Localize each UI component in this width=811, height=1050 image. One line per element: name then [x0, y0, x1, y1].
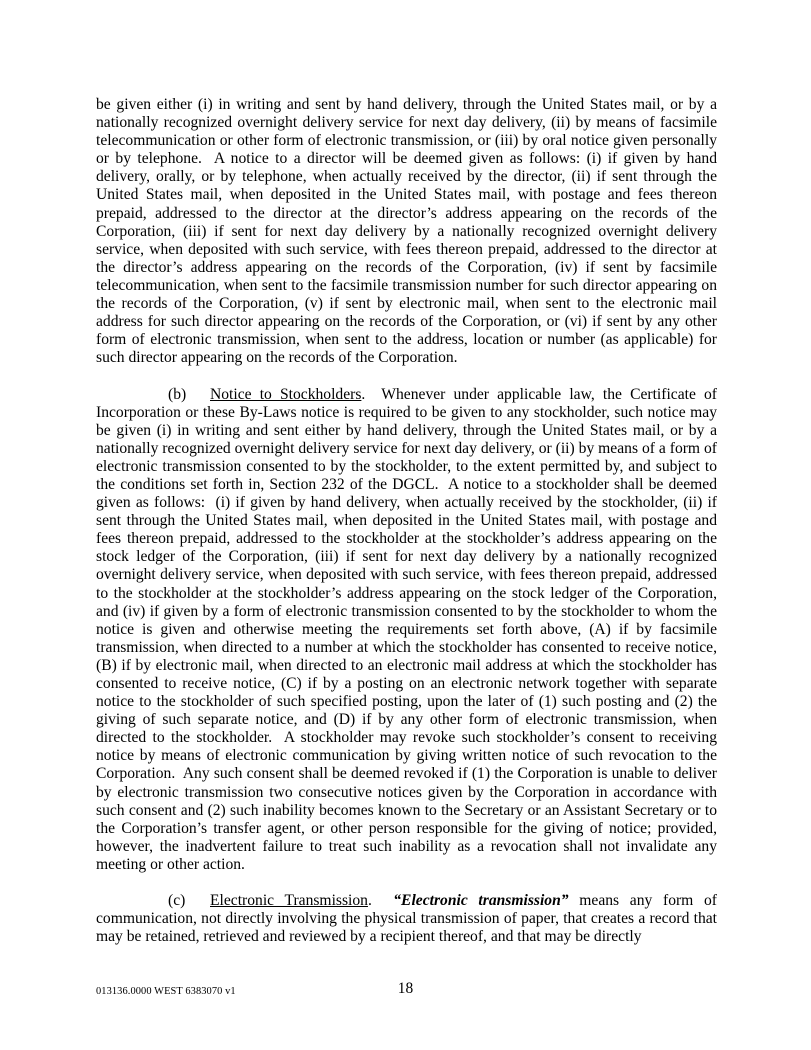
text-segment-bold-italic: “Electronic transmission”	[393, 892, 569, 910]
paragraph-notice-to-directors-continuation	[96, 96, 717, 367]
text-segment-normal: means any form of communication, not directly involving the physical transmission of paper, that creates a record that may be retained, retrieved and reviewed by a recipient thereof, and that may be directly	[96, 892, 717, 946]
paragraph-label: (c)	[168, 892, 186, 910]
text-segment-normal: be given either (i) in writing and sent by hand delivery, through the United States mail, or by a nationally recognized overnight delivery service for next day delivery, (ii) by means of facsimile telecommunication or other form of electronic transmission, or (iii) by oral notice given personally or by telephone. A notice to a director will be deemed given as follows: (i) if given by hand delivery, orally, or by telephone, when actually received by the director, (ii) if sent through the United States mail, when deposited in the United States mail, with postage and fees thereon prepaid, addressed to the director at the director’s address appearing on the records of the Corporation, (iii) if sent for next day delivery by a nationally recognized overnight delivery service, when deposited with such service, with fees thereon prepaid, addressed to the director at the director’s address appearing on the records of the Corporation, (iv) if sent by facsimile telecommunication, when sent to the facsimile transmission number for such director appearing on the records of the Corporation, (v) if sent by electronic mail, when sent to the electronic mail address for such director appearing on the records of the Corporation, or (vi) if sent by any other form of electronic transmission, when sent to the address, location or number (as applicable) for such director appearing on the records of the Corporation.	[96, 96, 717, 367]
text-segment-underline: Notice to Stockholders	[210, 385, 362, 403]
footer-page-number: 18	[397, 980, 414, 997]
paragraph-label: (b)	[168, 385, 187, 403]
document-body	[96, 96, 717, 965]
text-segment-normal: .	[367, 892, 394, 910]
text-segment-normal: . Whenever under applicable law, the Certificate of Incorporation or these By-Laws notice is required to be given to any stockholder, such notice may be given (i) in writing and sent either by hand delivery, through the United States mail, or by a nationally recognized overnight delivery service for next day delivery, or (ii) by means of a form of electronic transmission consented to by the stockholder, to the extent permitted by, and subject to the conditions set forth in, Section 232 of the DGCL. A notice to a stockholder shall be deemed given as follows: (i) if given by hand delivery, when actually received by the stockholder, (ii) if sent through the United States mail, when deposited in the United States mail, with postage and fees thereon prepaid, addressed to the stockholder at the stockholder’s address appearing on the stock ledger of the Corporation, (iii) if sent for next day delivery by a nationally recognized overnight delivery service, when deposited with such service, with fees thereon prepaid, addressed to the stockholder at the stockholder’s address appearing on the stock ledger of the Corporation, and (iv) if given by a form of electronic transmission consented to by the stockholder to whom the notice is given and otherwise meeting the requirements set forth above, (A) if by facsimile transmission, when directed to a number at which the stockholder has consented to receive notice, (B) if by electronic mail, when directed to an electronic mail address at which the stockholder has consented to receive notice, (C) if by a posting on an electronic network together with separate notice to the stockholder of such specified posting, upon the later of (1) such posting and (2) the giving of such separate notice, and (D) if by any other form of electronic transmission, when directed to the stockholder. A stockholder may revoke such stockholder’s consent to receiving notice by means of electronic communication by giving written notice of such revocation to the Corporation. Any such consent shall be deemed revoked if (1) the Corporation is unable to deliver by electronic transmission two consecutive notices given by the Corporation in accordance with such consent and (2) such inability becomes known to the Secretary or an Assistant Secretary or to the Corporation’s transfer agent, or other person responsible for the giving of notice; provided, however, the inadvertent failure to treat such inability as a revocation shall not invalidate any meeting or other action.	[96, 385, 717, 873]
text-segment-underline: Electronic Transmission	[210, 892, 368, 910]
paragraph-electronic-transmission	[96, 892, 717, 946]
footer-document-number: 013136.0000 WEST 6383070 v1	[96, 986, 236, 997]
paragraph-notice-to-stockholders	[96, 386, 717, 875]
